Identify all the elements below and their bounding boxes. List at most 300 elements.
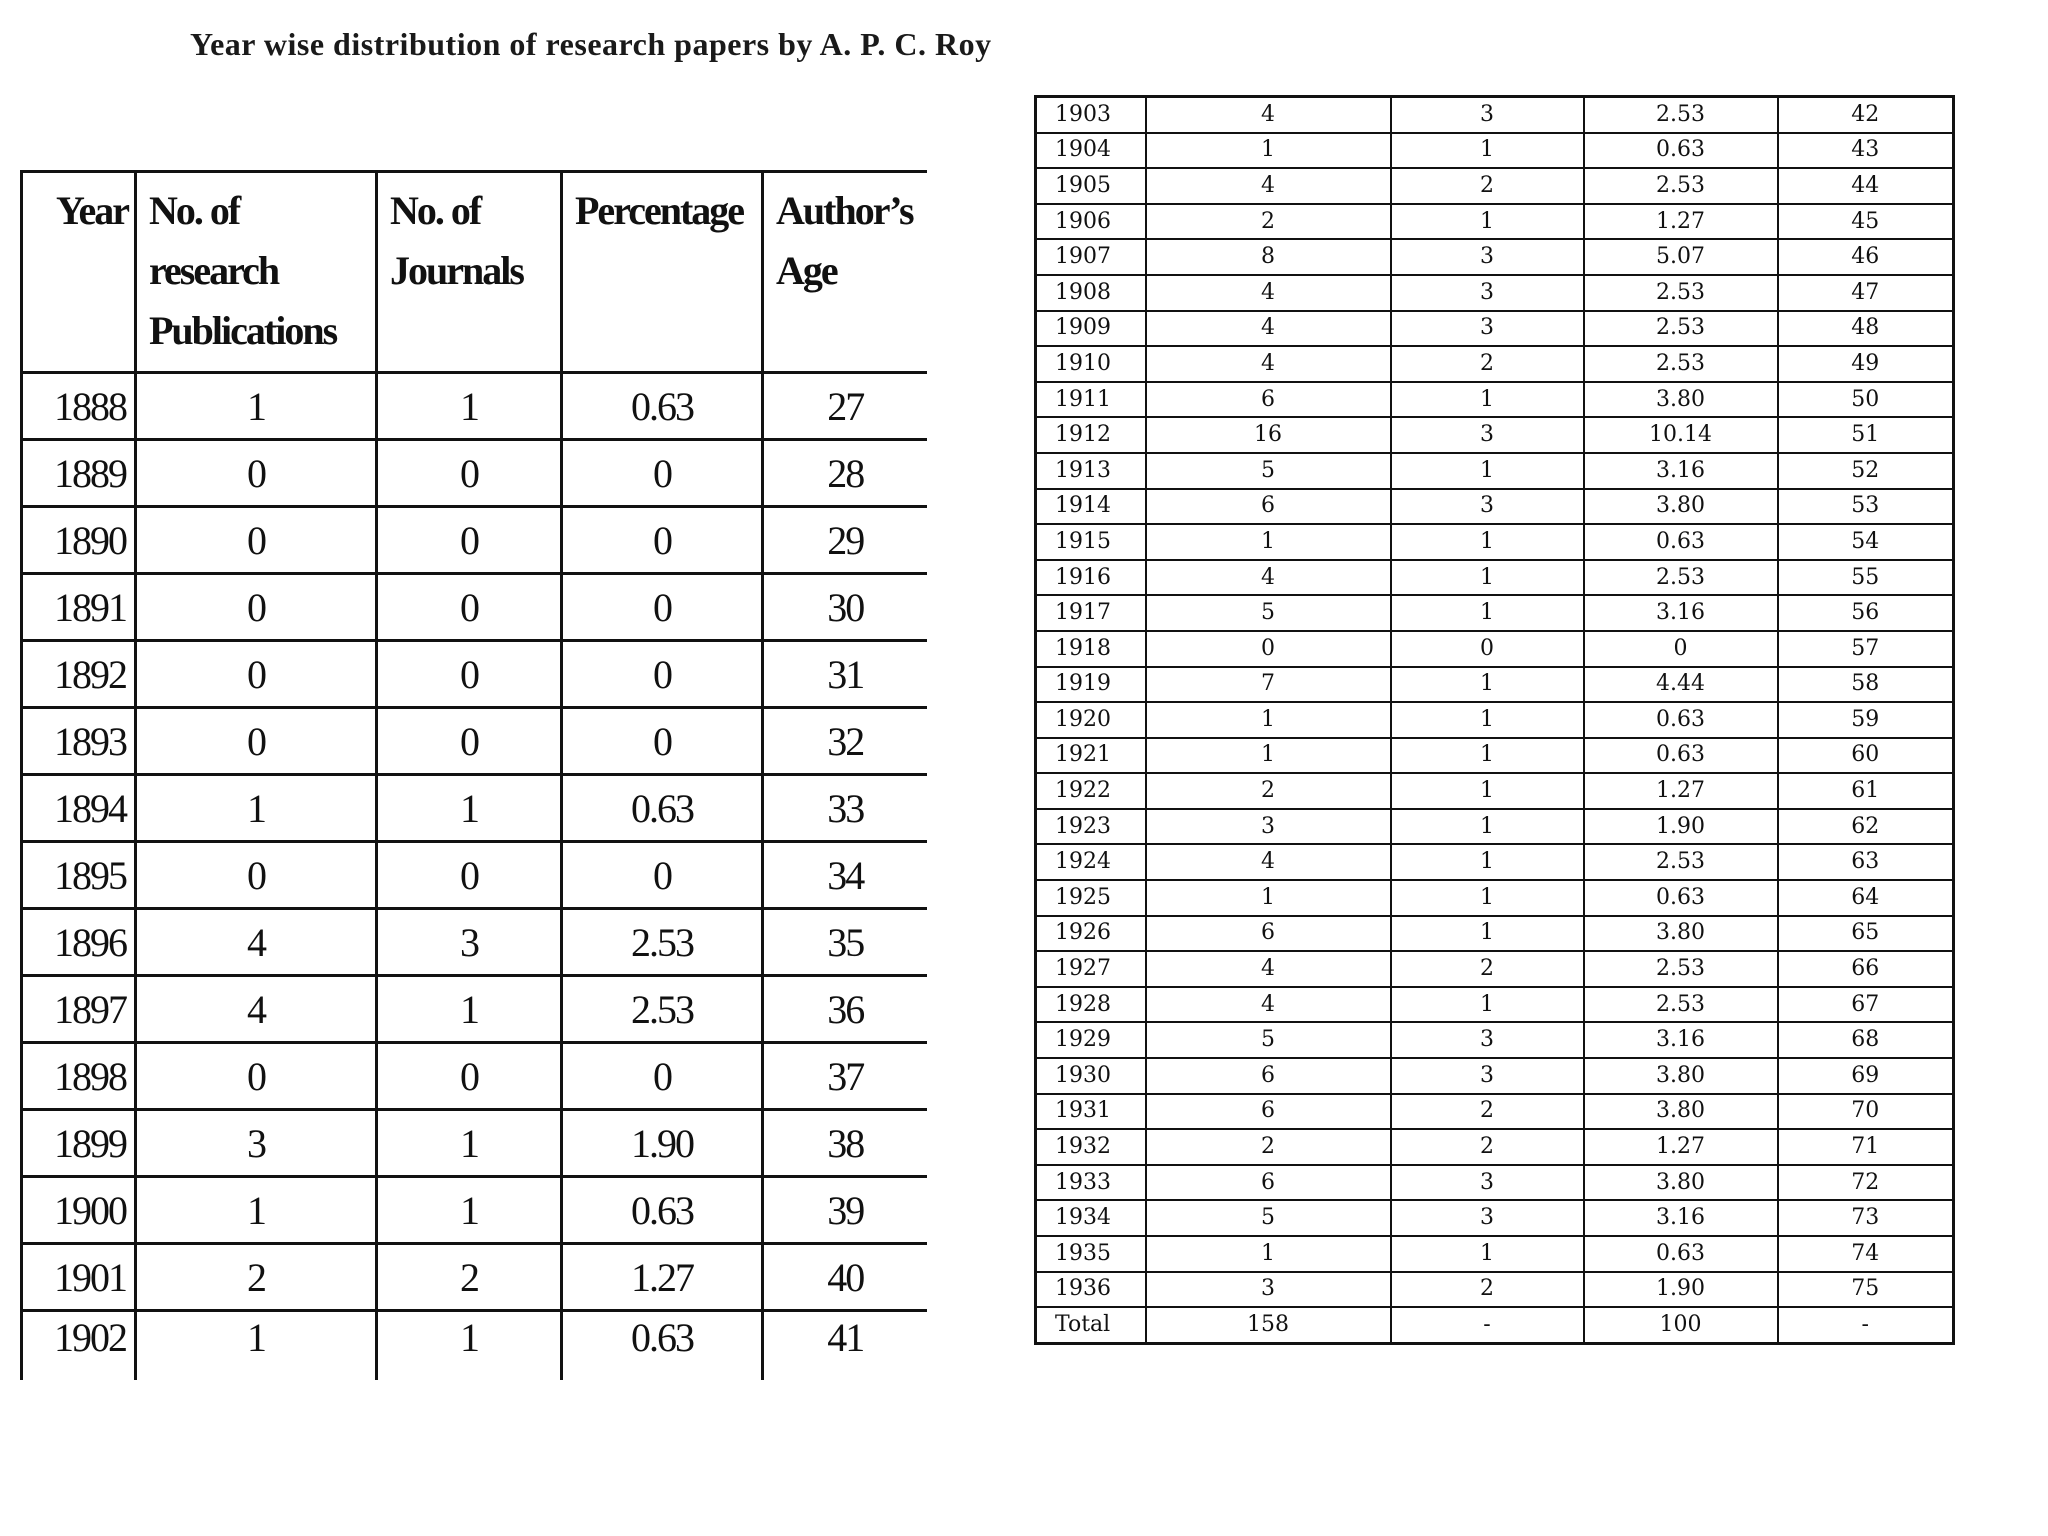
header-publications xyxy=(136,172,377,373)
table-row xyxy=(22,1110,927,1177)
journals-cell: 0 xyxy=(377,842,562,909)
publications-cell: 4 xyxy=(1146,311,1391,347)
year-cell: 1912 xyxy=(1036,417,1146,453)
year-cell: 1924 xyxy=(1036,844,1146,880)
table-row xyxy=(22,1043,927,1110)
age-cell: 60 xyxy=(1778,738,1954,774)
table-row xyxy=(1036,275,1954,311)
year-cell: 1911 xyxy=(1036,382,1146,418)
table-row xyxy=(1036,916,1954,952)
percentage-cell: 3.80 xyxy=(1584,382,1778,418)
year-cell: 1901 xyxy=(22,1244,136,1311)
table-row xyxy=(1036,417,1954,453)
percentage-cell: 1.27 xyxy=(562,1244,763,1311)
percentage-cell: 2.53 xyxy=(1584,346,1778,382)
header-journals xyxy=(377,172,562,373)
age-cell: 48 xyxy=(1778,311,1954,347)
publications-cell: 0 xyxy=(1146,631,1391,667)
publications-cell: 5 xyxy=(1146,453,1391,489)
table-row xyxy=(22,842,927,909)
year-cell: 1929 xyxy=(1036,1022,1146,1058)
table-row xyxy=(22,440,927,507)
journals-cell: 3 xyxy=(1391,1200,1584,1236)
age-cell: 62 xyxy=(1778,809,1954,845)
header-author-age xyxy=(763,172,927,373)
age-cell: 50 xyxy=(1778,382,1954,418)
table-header-row xyxy=(22,172,927,373)
year-cell: 1905 xyxy=(1036,168,1146,204)
age-cell: 57 xyxy=(1778,631,1954,667)
publications-cell: 1 xyxy=(136,373,377,440)
journals-cell: 0 xyxy=(377,440,562,507)
publications-cell: 2 xyxy=(136,1244,377,1311)
header-publications-line: No. of xyxy=(149,188,240,233)
journals-cell: 1 xyxy=(1391,880,1584,916)
journals-cell: 0 xyxy=(1391,631,1584,667)
table-row xyxy=(1036,239,1954,275)
percentage-cell: 3.80 xyxy=(1584,1094,1778,1130)
publications-cell: 1 xyxy=(1146,133,1391,169)
year-cell: 1898 xyxy=(22,1043,136,1110)
table-row xyxy=(1036,1022,1954,1058)
publications-cell: 0 xyxy=(136,507,377,574)
header-year-line: Year xyxy=(56,188,128,233)
publications-cell: 1 xyxy=(136,1311,377,1381)
age-cell: 39 xyxy=(763,1177,927,1244)
percentage-cell: 3.80 xyxy=(1584,1058,1778,1094)
percentage-cell: 1.90 xyxy=(1584,1272,1778,1308)
table-row xyxy=(22,1311,927,1381)
age-cell: 56 xyxy=(1778,595,1954,631)
journals-cell: 3 xyxy=(1391,311,1584,347)
publications-cell: 6 xyxy=(1146,1165,1391,1201)
publications-cell: 4 xyxy=(136,909,377,976)
distribution-table-right xyxy=(1034,95,1955,1345)
publications-cell: 1 xyxy=(136,1177,377,1244)
journals-cell: 1 xyxy=(1391,524,1584,560)
publications-cell: 6 xyxy=(1146,1094,1391,1130)
percentage-cell: 2.53 xyxy=(1584,844,1778,880)
year-cell: 1915 xyxy=(1036,524,1146,560)
publications-cell: 4 xyxy=(1146,560,1391,596)
table-row xyxy=(1036,773,1954,809)
year-cell: 1920 xyxy=(1036,702,1146,738)
age-cell: 28 xyxy=(763,440,927,507)
distribution-table-left xyxy=(20,170,927,1380)
percentage-cell: 0.63 xyxy=(1584,738,1778,774)
table-row xyxy=(1036,168,1954,204)
percentage-cell: 2.53 xyxy=(1584,951,1778,987)
journals-cell: 1 xyxy=(1391,738,1584,774)
percentage-cell: 0 xyxy=(562,1043,763,1110)
journals-cell: 3 xyxy=(1391,275,1584,311)
table-row xyxy=(1036,1272,1954,1308)
publications-cell: 4 xyxy=(1146,168,1391,204)
age-cell: 47 xyxy=(1778,275,1954,311)
age-cell: 36 xyxy=(763,976,927,1043)
year-cell: 1891 xyxy=(22,574,136,641)
publications-cell: 6 xyxy=(1146,382,1391,418)
age-cell: 42 xyxy=(1778,97,1954,133)
age-cell: 72 xyxy=(1778,1165,1954,1201)
publications-cell: 1 xyxy=(1146,738,1391,774)
age-cell: 68 xyxy=(1778,1022,1954,1058)
percentage-cell: 0 xyxy=(562,708,763,775)
table-row xyxy=(1036,489,1954,525)
header-author-age-line: Author’s xyxy=(776,188,913,233)
journals-cell: 1 xyxy=(1391,133,1584,169)
percentage-cell: 0.63 xyxy=(1584,133,1778,169)
table-row xyxy=(22,775,927,842)
table-row xyxy=(1036,382,1954,418)
year-cell: 1922 xyxy=(1036,773,1146,809)
journals-cell: 1 xyxy=(1391,595,1584,631)
percentage-cell: 3.80 xyxy=(1584,489,1778,525)
age-cell: 31 xyxy=(763,641,927,708)
percentage-cell: 0.63 xyxy=(1584,524,1778,560)
table-row xyxy=(1036,1236,1954,1272)
year-cell: 1904 xyxy=(1036,133,1146,169)
percentage-cell: 2.53 xyxy=(1584,311,1778,347)
age-cell: 63 xyxy=(1778,844,1954,880)
year-cell: 1925 xyxy=(1036,880,1146,916)
age-cell: 66 xyxy=(1778,951,1954,987)
percentage-cell: 1.90 xyxy=(562,1110,763,1177)
percentage-cell: 0.63 xyxy=(562,775,763,842)
age-cell: 51 xyxy=(1778,417,1954,453)
publications-cell: 6 xyxy=(1146,489,1391,525)
percentage-cell: 3.80 xyxy=(1584,916,1778,952)
table-row xyxy=(22,708,927,775)
year-cell: 1917 xyxy=(1036,595,1146,631)
year-cell: 1914 xyxy=(1036,489,1146,525)
publications-cell: 0 xyxy=(136,1043,377,1110)
percentage-cell: 1.90 xyxy=(1584,809,1778,845)
header-percentage xyxy=(562,172,763,373)
percentage-cell: 2.53 xyxy=(1584,168,1778,204)
journals-cell: 1 xyxy=(377,1110,562,1177)
journals-cell: 1 xyxy=(377,373,562,440)
year-cell: 1913 xyxy=(1036,453,1146,489)
age-cell: 73 xyxy=(1778,1200,1954,1236)
table-row xyxy=(1036,1129,1954,1165)
percentage-cell: 0.63 xyxy=(1584,702,1778,738)
journals-cell: 2 xyxy=(1391,1129,1584,1165)
table-row xyxy=(22,574,927,641)
publications-cell: 6 xyxy=(1146,1058,1391,1094)
table-row xyxy=(1036,738,1954,774)
journals-cell: 1 xyxy=(1391,809,1584,845)
age-cell: 52 xyxy=(1778,453,1954,489)
age-cell: 34 xyxy=(763,842,927,909)
age-cell: 65 xyxy=(1778,916,1954,952)
journals-cell: 1 xyxy=(1391,560,1584,596)
year-cell: 1894 xyxy=(22,775,136,842)
publications-cell: 8 xyxy=(1146,239,1391,275)
year-cell: 1932 xyxy=(1036,1129,1146,1165)
header-year xyxy=(22,172,136,373)
table-row xyxy=(1036,1165,1954,1201)
table-row xyxy=(1036,311,1954,347)
table-row xyxy=(1036,133,1954,169)
table-row xyxy=(1036,809,1954,845)
age-cell: 49 xyxy=(1778,346,1954,382)
age-cell: 35 xyxy=(763,909,927,976)
journals-cell: 1 xyxy=(1391,844,1584,880)
age-cell: 53 xyxy=(1778,489,1954,525)
page-title: Year wise distribution of research papers by A. P. C. Roy xyxy=(190,26,992,62)
percentage-cell: 3.80 xyxy=(1584,1165,1778,1201)
percentage-cell: 0 xyxy=(1584,631,1778,667)
journals-cell: 1 xyxy=(1391,702,1584,738)
journals-cell: 2 xyxy=(1391,1094,1584,1130)
year-cell: 1933 xyxy=(1036,1165,1146,1201)
percentage-cell: 0.63 xyxy=(562,1311,763,1381)
year-cell: 1907 xyxy=(1036,239,1146,275)
header-publications-line: Publications xyxy=(149,308,337,353)
age-cell: 29 xyxy=(763,507,927,574)
age-cell: 41 xyxy=(763,1311,927,1381)
age-cell: 46 xyxy=(1778,239,1954,275)
publications-cell: 3 xyxy=(1146,809,1391,845)
table-row xyxy=(1036,702,1954,738)
table-row xyxy=(22,507,927,574)
publications-cell: 1 xyxy=(1146,702,1391,738)
year-cell: 1902 xyxy=(22,1311,136,1381)
table-row xyxy=(1036,844,1954,880)
publications-cell: 4 xyxy=(1146,951,1391,987)
journals-cell: 1 xyxy=(377,976,562,1043)
age-cell: 54 xyxy=(1778,524,1954,560)
table-row xyxy=(22,373,927,440)
age-cell: 69 xyxy=(1778,1058,1954,1094)
table-row xyxy=(22,909,927,976)
year-cell: 1909 xyxy=(1036,311,1146,347)
age-cell: 59 xyxy=(1778,702,1954,738)
table-row xyxy=(1036,204,1954,240)
journals-cell: 1 xyxy=(1391,916,1584,952)
percentage-cell: 2.53 xyxy=(562,909,763,976)
table-row xyxy=(22,1177,927,1244)
year-cell: 1888 xyxy=(22,373,136,440)
journals-cell: 0 xyxy=(377,574,562,641)
publications-cell: 4 xyxy=(136,976,377,1043)
age-cell: 58 xyxy=(1778,667,1954,703)
year-cell: 1893 xyxy=(22,708,136,775)
year-cell: 1928 xyxy=(1036,987,1146,1023)
percentage-cell: 5.07 xyxy=(1584,239,1778,275)
percentage-cell: 2.53 xyxy=(1584,97,1778,133)
age-cell: 27 xyxy=(763,373,927,440)
percentage-cell: 0 xyxy=(562,641,763,708)
publications-cell: 4 xyxy=(1146,97,1391,133)
journals-cell: 1 xyxy=(377,775,562,842)
table-row xyxy=(1036,1058,1954,1094)
journals-cell: 2 xyxy=(1391,1272,1584,1308)
age-cell: 30 xyxy=(763,574,927,641)
publications-cell: 5 xyxy=(1146,1200,1391,1236)
percentage-cell: 2.53 xyxy=(1584,275,1778,311)
publications-cell: 4 xyxy=(1146,987,1391,1023)
journals-cell: 0 xyxy=(377,708,562,775)
percentage-cell: 0.63 xyxy=(562,1177,763,1244)
publications-cell: 0 xyxy=(136,440,377,507)
year-cell: 1892 xyxy=(22,641,136,708)
header-percentage-line: Percentage xyxy=(575,188,744,233)
journals-cell: 1 xyxy=(1391,382,1584,418)
header-publications-line: research xyxy=(149,248,279,293)
age-cell: 71 xyxy=(1778,1129,1954,1165)
percentage-cell: 10.14 xyxy=(1584,417,1778,453)
year-cell: 1910 xyxy=(1036,346,1146,382)
year-cell: 1899 xyxy=(22,1110,136,1177)
year-cell: 1903 xyxy=(1036,97,1146,133)
year-cell: 1935 xyxy=(1036,1236,1146,1272)
percentage-cell: 2.53 xyxy=(1584,560,1778,596)
journals-cell: 3 xyxy=(377,909,562,976)
age-cell: 67 xyxy=(1778,987,1954,1023)
table-row xyxy=(1036,987,1954,1023)
percentage-cell: 4.44 xyxy=(1584,667,1778,703)
table-row xyxy=(1036,631,1954,667)
age-cell: 45 xyxy=(1778,204,1954,240)
percentage-cell: 3.16 xyxy=(1584,1200,1778,1236)
journals-cell: 1 xyxy=(377,1311,562,1381)
publications-cell: 0 xyxy=(136,708,377,775)
publications-cell: 16 xyxy=(1146,417,1391,453)
table-row xyxy=(1036,560,1954,596)
year-cell: 1896 xyxy=(22,909,136,976)
year-cell: 1908 xyxy=(1036,275,1146,311)
header-author-age-line: Age xyxy=(776,248,837,293)
age-cell: 37 xyxy=(763,1043,927,1110)
publications-cell: 1 xyxy=(1146,880,1391,916)
year-cell: 1936 xyxy=(1036,1272,1146,1308)
publications-cell: 2 xyxy=(1146,773,1391,809)
journals-cell: 3 xyxy=(1391,1165,1584,1201)
table-row xyxy=(1036,97,1954,133)
publications-cell: 3 xyxy=(1146,1272,1391,1308)
year-cell: Total xyxy=(1036,1307,1146,1343)
publications-cell: 5 xyxy=(1146,1022,1391,1058)
percentage-cell: 100 xyxy=(1584,1307,1778,1343)
year-cell: 1918 xyxy=(1036,631,1146,667)
table-row xyxy=(22,641,927,708)
percentage-cell: 1.27 xyxy=(1584,773,1778,809)
year-cell: 1890 xyxy=(22,507,136,574)
percentage-cell: 3.16 xyxy=(1584,595,1778,631)
header-journals-line: No. of xyxy=(390,188,481,233)
publications-cell: 158 xyxy=(1146,1307,1391,1343)
age-cell: 74 xyxy=(1778,1236,1954,1272)
year-cell: 1919 xyxy=(1036,667,1146,703)
journals-cell: 2 xyxy=(1391,346,1584,382)
journals-cell: 0 xyxy=(377,1043,562,1110)
percentage-cell: 3.16 xyxy=(1584,1022,1778,1058)
year-cell: 1921 xyxy=(1036,738,1146,774)
publications-cell: 2 xyxy=(1146,204,1391,240)
journals-cell: 1 xyxy=(1391,667,1584,703)
journals-cell: 1 xyxy=(1391,453,1584,489)
age-cell: 40 xyxy=(763,1244,927,1311)
journals-cell: 3 xyxy=(1391,97,1584,133)
age-cell: 75 xyxy=(1778,1272,1954,1308)
journals-cell: 1 xyxy=(377,1177,562,1244)
table-row xyxy=(1036,524,1954,560)
age-cell: 55 xyxy=(1778,560,1954,596)
table-row xyxy=(1036,951,1954,987)
publications-cell: 6 xyxy=(1146,916,1391,952)
table-row xyxy=(1036,346,1954,382)
percentage-cell: 0 xyxy=(562,440,763,507)
percentage-cell: 0 xyxy=(562,507,763,574)
percentage-cell: 0 xyxy=(562,574,763,641)
year-cell: 1930 xyxy=(1036,1058,1146,1094)
table-row xyxy=(1036,667,1954,703)
age-cell: 33 xyxy=(763,775,927,842)
table-row xyxy=(1036,880,1954,916)
age-cell: 61 xyxy=(1778,773,1954,809)
journals-cell: 1 xyxy=(1391,1236,1584,1272)
percentage-cell: 2.53 xyxy=(1584,987,1778,1023)
year-cell: 1900 xyxy=(22,1177,136,1244)
publications-cell: 0 xyxy=(136,574,377,641)
year-cell: 1927 xyxy=(1036,951,1146,987)
publications-cell: 0 xyxy=(136,641,377,708)
journals-cell: 3 xyxy=(1391,489,1584,525)
year-cell: 1923 xyxy=(1036,809,1146,845)
year-cell: 1926 xyxy=(1036,916,1146,952)
year-cell: 1931 xyxy=(1036,1094,1146,1130)
journals-cell: 2 xyxy=(1391,168,1584,204)
age-cell: 64 xyxy=(1778,880,1954,916)
table-row xyxy=(1036,1094,1954,1130)
table-row xyxy=(1036,1200,1954,1236)
publications-cell: 2 xyxy=(1146,1129,1391,1165)
percentage-cell: 1.27 xyxy=(1584,1129,1778,1165)
publications-cell: 1 xyxy=(1146,1236,1391,1272)
journals-cell: 1 xyxy=(1391,204,1584,240)
percentage-cell: 3.16 xyxy=(1584,453,1778,489)
journals-cell: 3 xyxy=(1391,417,1584,453)
publications-cell: 4 xyxy=(1146,844,1391,880)
percentage-cell: 1.27 xyxy=(1584,204,1778,240)
year-cell: 1895 xyxy=(22,842,136,909)
publications-cell: 4 xyxy=(1146,346,1391,382)
age-cell: 70 xyxy=(1778,1094,1954,1130)
publications-cell: 5 xyxy=(1146,595,1391,631)
percentage-cell: 0 xyxy=(562,842,763,909)
year-cell: 1934 xyxy=(1036,1200,1146,1236)
journals-cell: 3 xyxy=(1391,1022,1584,1058)
year-cell: 1897 xyxy=(22,976,136,1043)
publications-cell: 7 xyxy=(1146,667,1391,703)
header-journals-line: Journals xyxy=(390,248,523,293)
table-row xyxy=(1036,453,1954,489)
year-cell: 1889 xyxy=(22,440,136,507)
journals-cell: 0 xyxy=(377,507,562,574)
year-cell: 1916 xyxy=(1036,560,1146,596)
table-row xyxy=(1036,595,1954,631)
publications-cell: 1 xyxy=(1146,524,1391,560)
age-cell: 32 xyxy=(763,708,927,775)
age-cell: 44 xyxy=(1778,168,1954,204)
journals-cell: 1 xyxy=(1391,773,1584,809)
journals-cell: 3 xyxy=(1391,1058,1584,1094)
age-cell: 38 xyxy=(763,1110,927,1177)
journals-cell: 3 xyxy=(1391,239,1584,275)
table-row xyxy=(22,976,927,1043)
